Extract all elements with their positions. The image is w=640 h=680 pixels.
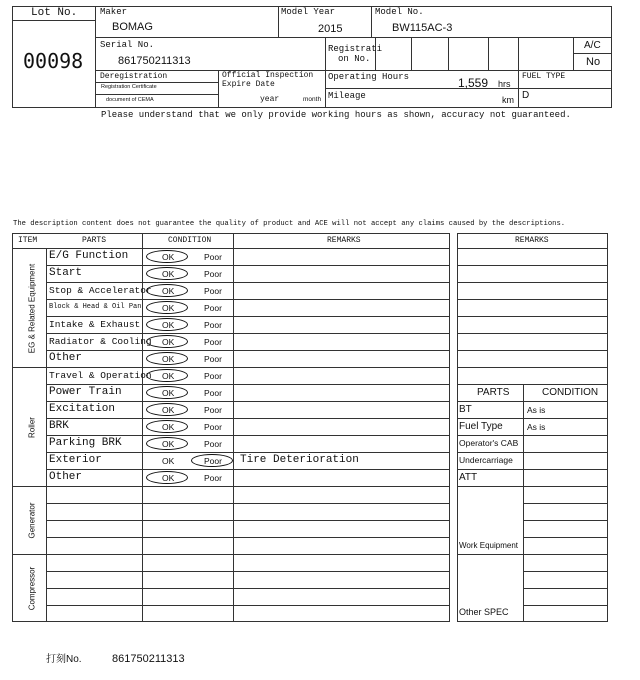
model-no-value: BW115AC-3 <box>392 22 453 34</box>
section-name-compressor: Compressor <box>27 566 37 611</box>
right-condition-value: As is <box>527 405 546 415</box>
hrs-unit: hrs <box>498 79 511 89</box>
grid-line <box>46 605 450 606</box>
poor-option: Poor <box>204 422 222 432</box>
grid-line <box>46 588 450 589</box>
part-label: Other <box>49 471 83 483</box>
part-label: E/G Function <box>49 250 129 262</box>
fuel-type-label: FUEL TYPE <box>522 72 566 81</box>
poor-option: Poor <box>204 337 222 347</box>
part-label: Travel & Operation <box>49 370 152 381</box>
ok-option: OK <box>162 303 175 313</box>
grid-line <box>46 571 450 572</box>
stamp-label: 打刻No. <box>46 654 82 665</box>
right-condition-value: As is <box>527 422 546 432</box>
registration-certificate-label: Registration Certificate <box>101 84 157 90</box>
col-header-remarks: REMARKS <box>327 236 361 245</box>
ok-option: OK <box>162 354 175 364</box>
section-name-roller: Roller <box>27 417 37 438</box>
ok-selected-circle <box>146 335 188 348</box>
cema-label: document of CEMA <box>106 97 154 103</box>
right-part-label: Operator's CAB <box>459 438 519 448</box>
year-label: year <box>260 95 280 104</box>
ok-option: OK <box>162 422 175 432</box>
hours-disclaimer: Please understand that we only provide working hours as shown, accuracy not guaranteed. <box>101 110 571 120</box>
operating-hours-value: 1,559 <box>458 76 489 90</box>
col-header-condition: CONDITION <box>168 236 212 245</box>
maker-label: Maker <box>100 7 128 17</box>
km-unit: km <box>502 95 514 105</box>
part-label: Other <box>49 352 83 364</box>
other-spec-label: Other SPEC <box>459 607 509 617</box>
grid-line <box>46 316 450 317</box>
grid-line <box>46 350 450 351</box>
part-label: Intake & Exhaust <box>49 319 141 330</box>
ok-option: OK <box>162 405 175 415</box>
maker-value: BOMAG <box>112 21 153 33</box>
right-part-label: Fuel Type <box>459 421 503 432</box>
part-label: BRK <box>49 420 69 432</box>
right-parts-header: PARTS <box>477 387 510 398</box>
poor-option: Poor <box>204 405 222 415</box>
grid-line <box>46 333 450 334</box>
inspection-label-2: Expire Date <box>222 80 275 89</box>
ok-option: OK <box>162 456 175 466</box>
poor-option: Poor <box>204 252 222 262</box>
part-label: Start <box>49 267 83 279</box>
work-equipment-label: Work Equipment <box>459 541 518 550</box>
ok-option: OK <box>162 269 175 279</box>
ok-option: OK <box>162 320 175 330</box>
ok-selected-circle <box>146 369 188 382</box>
poor-option: Poor <box>204 371 222 381</box>
fuel-type-value: D <box>522 90 530 101</box>
ok-selected-circle <box>146 318 188 331</box>
ok-option: OK <box>162 371 175 381</box>
part-label: Radiator & Cooling <box>49 336 152 347</box>
month-label: month <box>303 96 322 103</box>
ok-option: OK <box>162 439 175 449</box>
poor-option: Poor <box>204 473 222 483</box>
mileage-label: Mileage <box>328 91 366 101</box>
grid-line <box>46 520 450 521</box>
ok-selected-circle <box>146 352 188 365</box>
col-header-item: ITEM <box>18 236 38 245</box>
ok-selected-circle <box>146 420 188 433</box>
description-disclaimer: The description content does not guarantee the quality of product and ACE will not accept any claims caused by the descriptions. <box>13 220 566 228</box>
ok-option: OK <box>162 337 175 347</box>
section-name-eg: EG & Related Equipment <box>27 263 37 354</box>
ok-option: OK <box>162 286 175 296</box>
poor-option: Poor <box>204 388 222 398</box>
part-label: Exterior <box>49 454 102 466</box>
poor-option: Poor <box>204 303 222 313</box>
ok-selected-circle <box>146 437 188 450</box>
inspection-label-1: Official Inspection <box>222 71 314 80</box>
poor-option: Poor <box>204 456 222 466</box>
right-part-label: Undercarriage <box>459 455 513 465</box>
grid-line <box>46 384 450 385</box>
grid-line <box>46 452 450 453</box>
grid-line <box>46 503 450 504</box>
model-year-label: Model Year <box>281 7 336 17</box>
poor-selected-circle <box>191 454 233 467</box>
part-label: Power Train <box>49 386 122 398</box>
ok-selected-circle <box>146 284 188 297</box>
ok-selected-circle <box>146 471 188 484</box>
poor-option: Poor <box>204 354 222 364</box>
poor-option: Poor <box>204 269 222 279</box>
remark-text: Tire Deterioration <box>240 454 359 466</box>
poor-option: Poor <box>204 320 222 330</box>
poor-option: Poor <box>204 286 222 296</box>
stamp-value: 861750211313 <box>112 653 185 665</box>
grid-line <box>46 401 450 402</box>
ok-option: OK <box>162 252 175 262</box>
part-label: Excitation <box>49 403 116 415</box>
section-name-generator: Generator <box>27 502 37 539</box>
registration-label-1: Registrati <box>328 44 383 54</box>
ok-option: OK <box>162 473 175 483</box>
ok-selected-circle <box>146 386 188 399</box>
right-part-label: BT <box>459 404 472 415</box>
serial-label: Serial No. <box>100 40 155 50</box>
ac-label: A/C <box>584 40 601 51</box>
right-condition-header: CONDITION <box>542 387 599 398</box>
part-label: Block & Head & Oil Pan <box>49 303 142 311</box>
grid-line <box>46 299 450 300</box>
ok-selected-circle <box>146 250 188 263</box>
part-label: Stop & Accelerator <box>49 285 152 296</box>
ok-selected-circle <box>146 403 188 416</box>
model-year-value: 2015 <box>318 23 343 35</box>
grid-line <box>46 265 450 266</box>
grid-line <box>46 435 450 436</box>
operating-hours-label: Operating Hours <box>328 72 410 82</box>
col-header-parts: PARTS <box>82 236 107 245</box>
right-part-label: ATT <box>459 472 478 483</box>
lot-label: Lot No. <box>31 7 78 19</box>
grid-line <box>46 418 450 419</box>
grid-line <box>233 233 234 622</box>
part-label: Parking BRK <box>49 437 122 449</box>
poor-option: Poor <box>204 439 222 449</box>
ac-value: No <box>586 56 601 68</box>
registration-label-2: on No. <box>338 54 371 64</box>
grid-line <box>46 282 450 283</box>
right-remarks-header: REMARKS <box>515 236 549 245</box>
ok-selected-circle <box>146 267 188 280</box>
ok-option: OK <box>162 388 175 398</box>
deregistration-label: Deregistration <box>100 72 168 81</box>
ok-selected-circle <box>146 301 188 314</box>
model-no-label: Model No. <box>375 7 424 17</box>
lot-number: 00098 <box>23 49 84 73</box>
serial-value: 861750211313 <box>118 55 191 67</box>
grid-line <box>46 469 450 470</box>
grid-line <box>46 537 450 538</box>
